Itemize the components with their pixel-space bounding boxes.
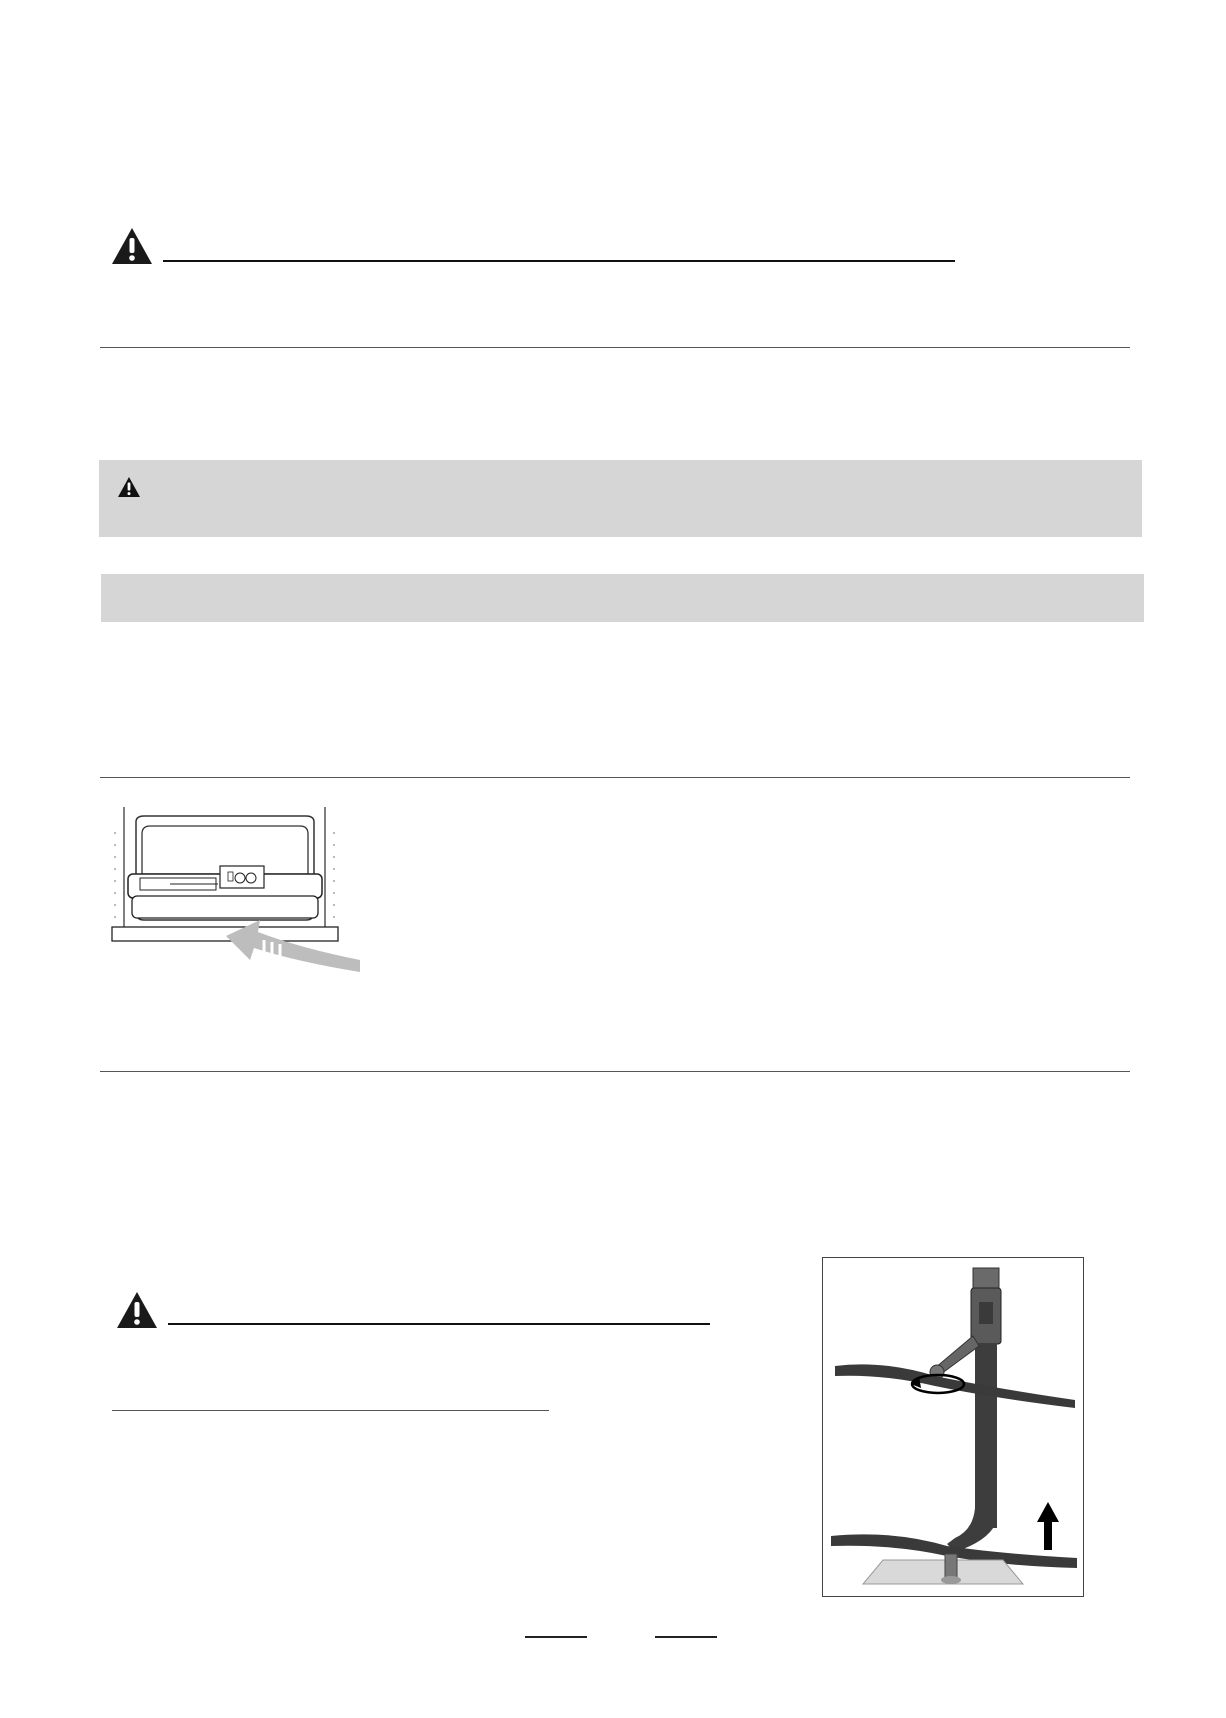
section-divider-1 [100, 347, 1130, 348]
warning-band [99, 460, 1142, 537]
section-heading-band [101, 574, 1144, 622]
section-divider-2 [100, 777, 1130, 778]
top-warning-icon [110, 226, 154, 266]
lower-warning-icon [115, 1290, 159, 1330]
lower-subsection-divider [112, 1410, 549, 1411]
footer-underline-right [655, 1636, 717, 1638]
spray-arm-illustration [822, 1257, 1084, 1597]
footer-underline-left [525, 1636, 587, 1638]
top-warning-underline [163, 260, 955, 262]
section-divider-3 [100, 1071, 1130, 1072]
filter-removal-illustration [110, 802, 366, 980]
lower-warning-underline [168, 1323, 710, 1325]
band-warning-icon [117, 476, 141, 498]
